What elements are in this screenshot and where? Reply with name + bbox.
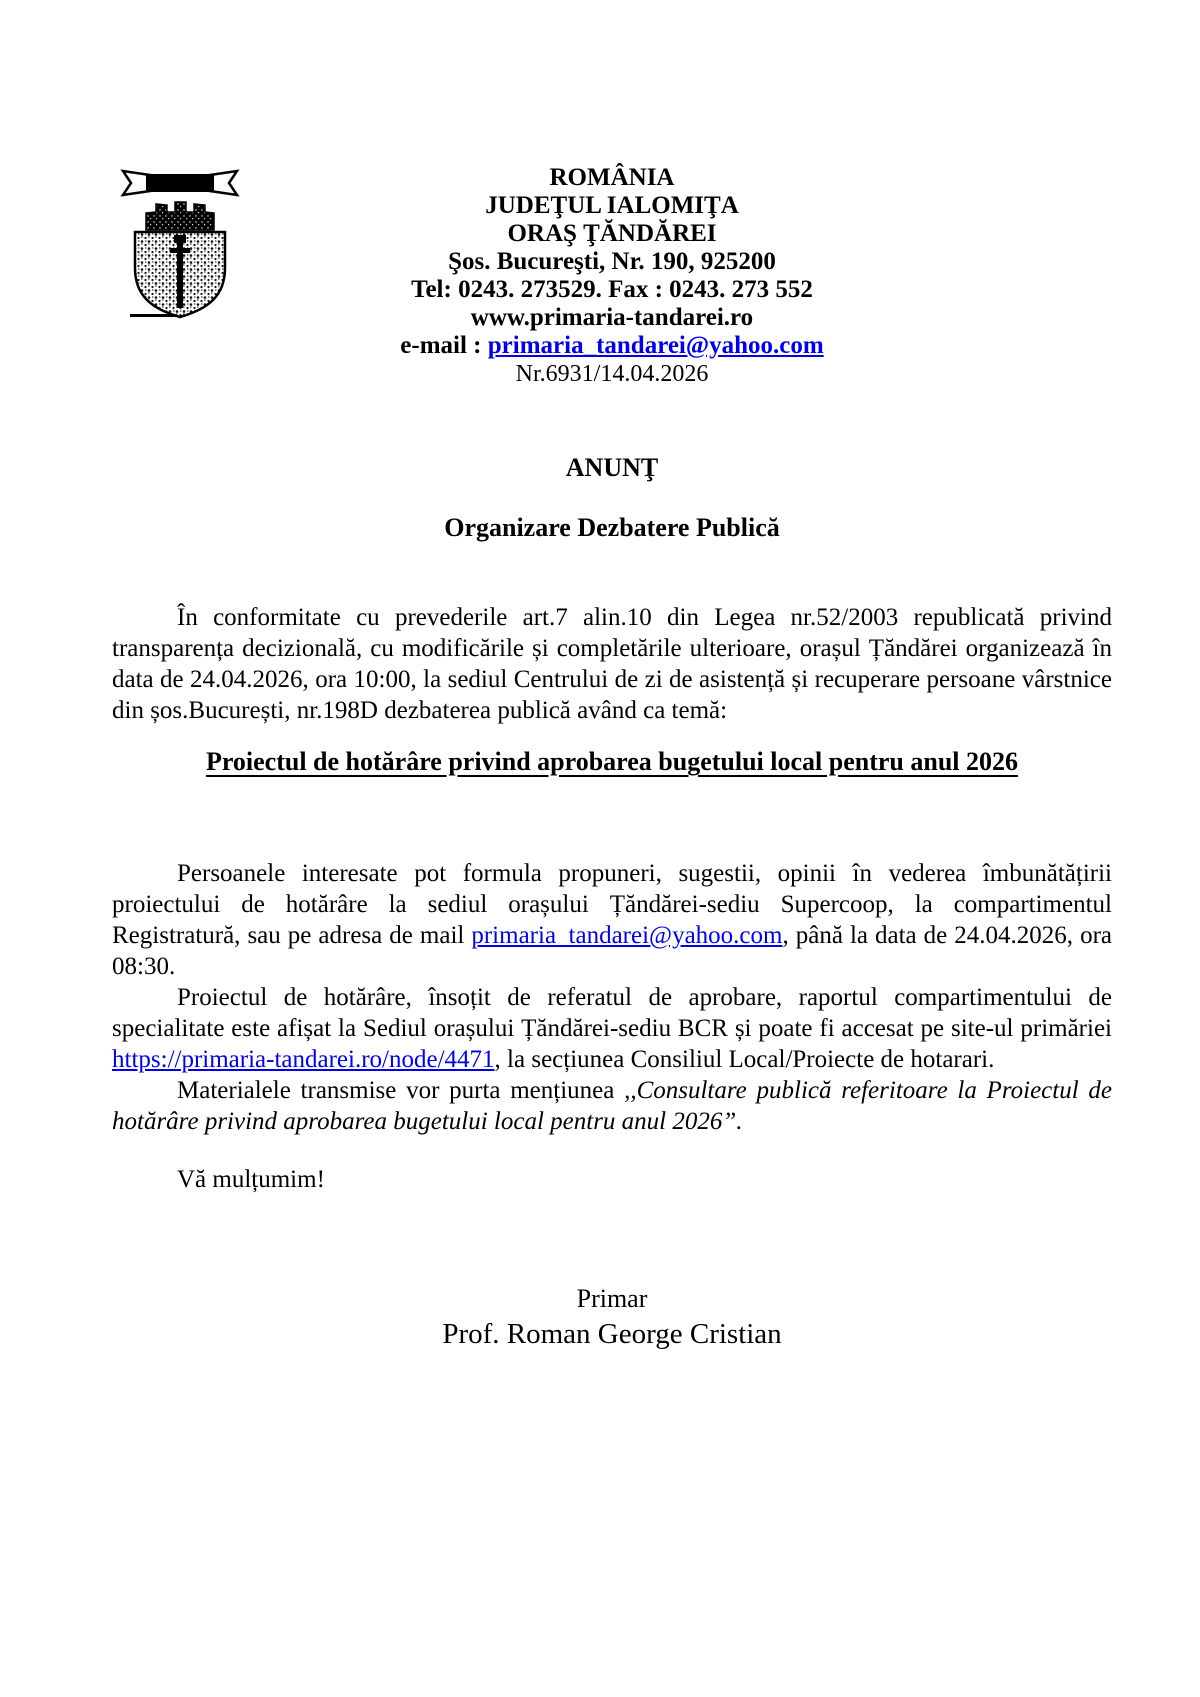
announcement-title: ANUNŢ: [565, 453, 659, 482]
feedback-paragraph: [112, 858, 1112, 982]
mention-quote: ,,Consultare publică referitoare la Proiectul de hotărâre privind aprobarea bugetului local pentru anul 2026”.: [112, 1077, 1112, 1135]
mention-paragraph: [112, 1075, 1112, 1137]
city-line: ORAŞ ŢĂNDĂREI: [507, 220, 717, 247]
signature-block: [112, 1283, 1112, 1353]
coat-of-arms-logo: [116, 166, 244, 320]
header-email-link[interactable]: primaria_tandarei@yahoo.com: [487, 332, 824, 359]
coat-of-arms-icon: [116, 166, 244, 320]
county-line: JUDEŢUL IALOMIŢA: [485, 192, 739, 219]
project-url-link[interactable]: https://primaria-tandarei.ro/node/4471: [112, 1046, 495, 1073]
phone-fax-line: Tel: 0243. 273529. Fax : 0243. 273 552: [411, 276, 813, 303]
announcement-subtitle: Organizare Dezbatere Publică: [444, 513, 780, 542]
project-heading: Proiectul de hotărâre privind aprobarea bugetului local pentru anul 2026: [205, 747, 1019, 776]
intro-paragraph: În conformitate cu prevederile art.7 alin.10 din Legea nr.52/2003 republicată privind transparența decizională, cu modificările și completările ulterioare, orașul Țăndărei organizează în data de 24.04.2026, ora 10:00, la sediul Centrului de zi de asistență și recuperare persoane vârstnice din șos.București, nr.198D dezbaterea publică având ca temă:: [112, 604, 1112, 724]
body-email-link[interactable]: primaria_tandarei@yahoo.com: [471, 922, 783, 949]
letterhead: [112, 0, 1112, 388]
address-line: Şos. Bucureşti, Nr. 190, 925200: [448, 248, 776, 275]
signature-role: Primar: [576, 1284, 648, 1313]
mention-text-before: Materialele transmise vor purta mențiunea: [177, 1077, 625, 1104]
email-line: [112, 332, 1112, 360]
country-line: ROMÂNIA: [549, 164, 675, 191]
access-paragraph: [112, 982, 1112, 1075]
website-line: www.primaria-tandarei.ro: [470, 304, 754, 331]
access-text-after: , la secțiunea Consiliul Local/Proiecte de hotarari.: [494, 1046, 995, 1073]
signature-name: Prof. Roman George Cristian: [442, 1318, 782, 1350]
registration-number: Nr.6931/14.04.2026: [515, 361, 709, 387]
thanks-line: Vă mulțumim!: [177, 1166, 325, 1193]
email-label: e-mail :: [400, 332, 488, 359]
feedback-text-before: Persoanele interesate pot formula propuneri, sugestii, opinii în vederea îmbunătățirii proiectului de hotărâre la sediul orașului Țăndărei-sediu Supercoop, la compartimentul Registratură, sau pe adresa de mail: [112, 860, 1112, 949]
feedback-text-after: , până la data de 24.04.2026, ora 08:30.: [112, 922, 1112, 980]
access-text-before: Proiectul de hotărâre, însoțit de referatul de aprobare, raportul compartimentului de specialitate este afișat la Sediul orașului Țăndărei-sediu BCR și poate fi accesat pe site-ul primăriei: [112, 984, 1112, 1042]
